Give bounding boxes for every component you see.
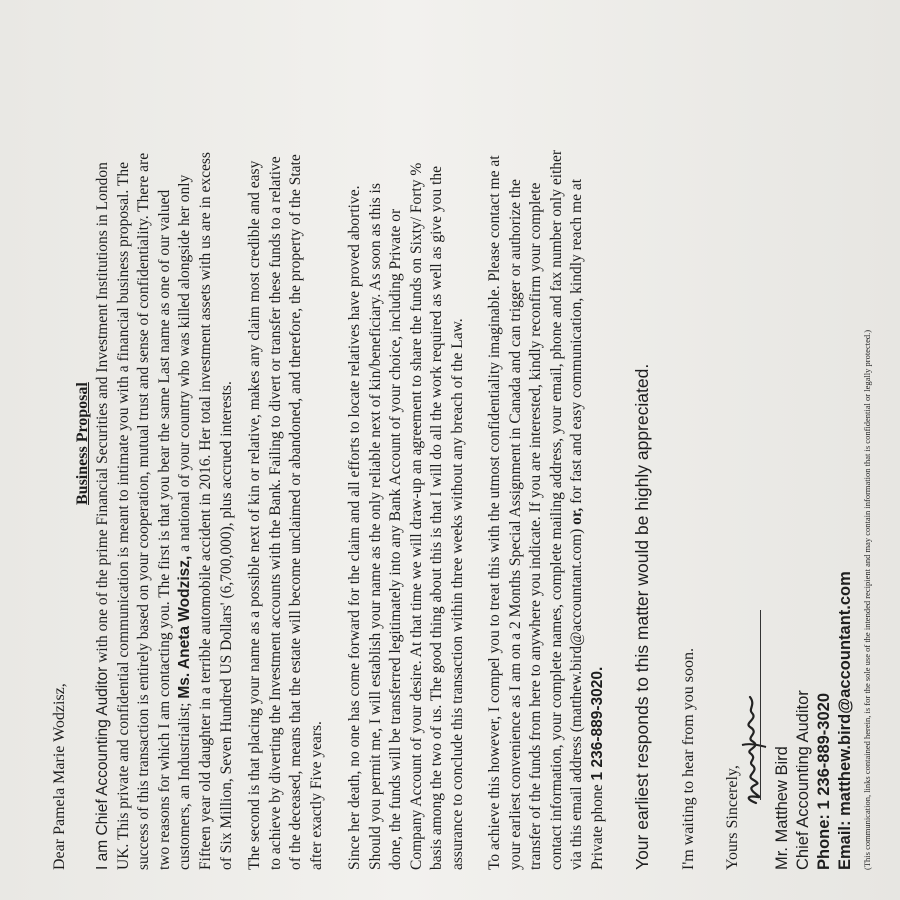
greeting: Dear Pamela Marie Wodzisz, [51, 683, 68, 870]
paragraph-2-line: after exactly Five years. [307, 721, 325, 870]
paragraph-3-line: Company Account of your desire. At that time we will draw-up an agreement to share the funds on Sixty/ Forty % [407, 162, 425, 870]
paragraph-2-line: of the deceased, means that the estate will become unclaimed or abandoned, and therefore, the property of the State [287, 154, 305, 870]
line-text: or, [568, 507, 586, 525]
paragraph-2-line: to achieve by diverting the Investment accounts with the Bank. Failing to divert or transfer these funds to a relative [266, 156, 284, 870]
handwritten-signature [738, 675, 768, 805]
paragraph-4-line: To achieve this however, I compel you to treat this with the utmost confidentiality imaginable. Please contact me at [486, 155, 503, 870]
signature-line [760, 610, 761, 800]
paragraph-3-line: basis among the two of us. The good thing about this is that I will do all the work required as well as give you the [428, 166, 446, 870]
signer-block [772, 571, 856, 870]
signer-phone: Phone: 1 236-889-3020 [815, 692, 833, 870]
paragraph-2-line: The second is that placing your name as a possible next of kin or relative, makes any claim most credible and easy [246, 160, 263, 870]
paragraph-4-line [588, 150, 609, 870]
paragraph-2 [245, 154, 327, 870]
waiting-line: I'm waiting to hear from you soon. [680, 648, 697, 870]
appreciation-line: Your earliest responds to this matter would be highly appreciated. [632, 363, 652, 870]
paragraph-1-line: success of this transaction is entirely based on your cooperation, mutual trust and sense of confidentiality. There are [135, 152, 153, 870]
paragraph-3-line: assurance to conclude this transaction within three weeks without any breach of the Law. [448, 318, 466, 870]
paragraph-1-line [93, 152, 114, 870]
signer-role: Chief Accounting Auditor [794, 690, 812, 870]
phone-number: 1 236-889-3020. [588, 666, 606, 781]
paragraph-3-line: Should you permit me, I will establish your name as the only reliable next of kin/beneficiary. As soon as this is [366, 183, 384, 870]
paragraph-4-line: transfer of the funds from here to anywhere you indicate. If you are interested, kindly reconfirm your complete [527, 182, 545, 870]
line-text: for fast and easy communication, kindly reach me at [568, 178, 586, 508]
signer-email: Email: matthew.bird@accountant.com [836, 571, 854, 870]
line-text: a national of your country who was killed alongside her only [176, 174, 194, 556]
line-text: customers, an Industrialist; [176, 698, 194, 870]
paragraph-1-line: of Six Million, Seven Hundred US Dollars' (6,700,000), plus accrued interests. [217, 381, 235, 870]
paragraph-4-line [567, 150, 588, 870]
paragraph-3-line: done, the funds will be transferred legitimately into any Bank Account of your choice, including Private or [387, 208, 405, 870]
paragraph-4-line: your earliest convenience as I am on a 2 Months Special Assignment in Canada and can trigger or authorize the [506, 179, 524, 870]
line-text: via this email address (matthew.bird@accountant.com) [568, 524, 586, 870]
paragraph-4-line: contact information, your complete names, complete mailing address, your email, phone and fax number only either [547, 149, 565, 870]
paragraph-1 [93, 152, 237, 870]
customer-name: Ms. Aneta Wodzisz, [176, 555, 194, 699]
paragraph-3-line: Since her death, no one has come forward for the claim and all efforts to locate relatives have proved abortive. [346, 185, 363, 870]
paragraph-1-line: Fifteen year old daughter in a terrible automobile accident in 2016. Her total investment assets with us are in excess [196, 152, 214, 870]
document-title: Business Proposal [74, 382, 91, 505]
paragraph-4 [485, 150, 609, 870]
closing: Yours Sincerely, [724, 765, 741, 870]
signer-name: Mr. Matthew Bird [773, 746, 791, 870]
confidentiality-footer: (This communication, links contained herein, is for the sole use of the intended recipient and may contain information that is confidential or legally protected.) [862, 329, 872, 870]
paragraph-1-line: two reasons for which I am contacting you. The first is that you bear the same Last name as one of our valued [155, 189, 173, 870]
line-text: with one of the prime Financial Securities and Investment Institutions in London [94, 162, 111, 667]
role-text: I am Chief Accounting Auditor [94, 666, 111, 870]
paragraph-1-line: UK. This private and confidential communication is meant to intimate you with a financial business proposal. The [114, 162, 132, 870]
line-text: Private phone [588, 780, 606, 870]
paragraph-3 [345, 163, 469, 870]
paragraph-1-line [175, 152, 196, 870]
